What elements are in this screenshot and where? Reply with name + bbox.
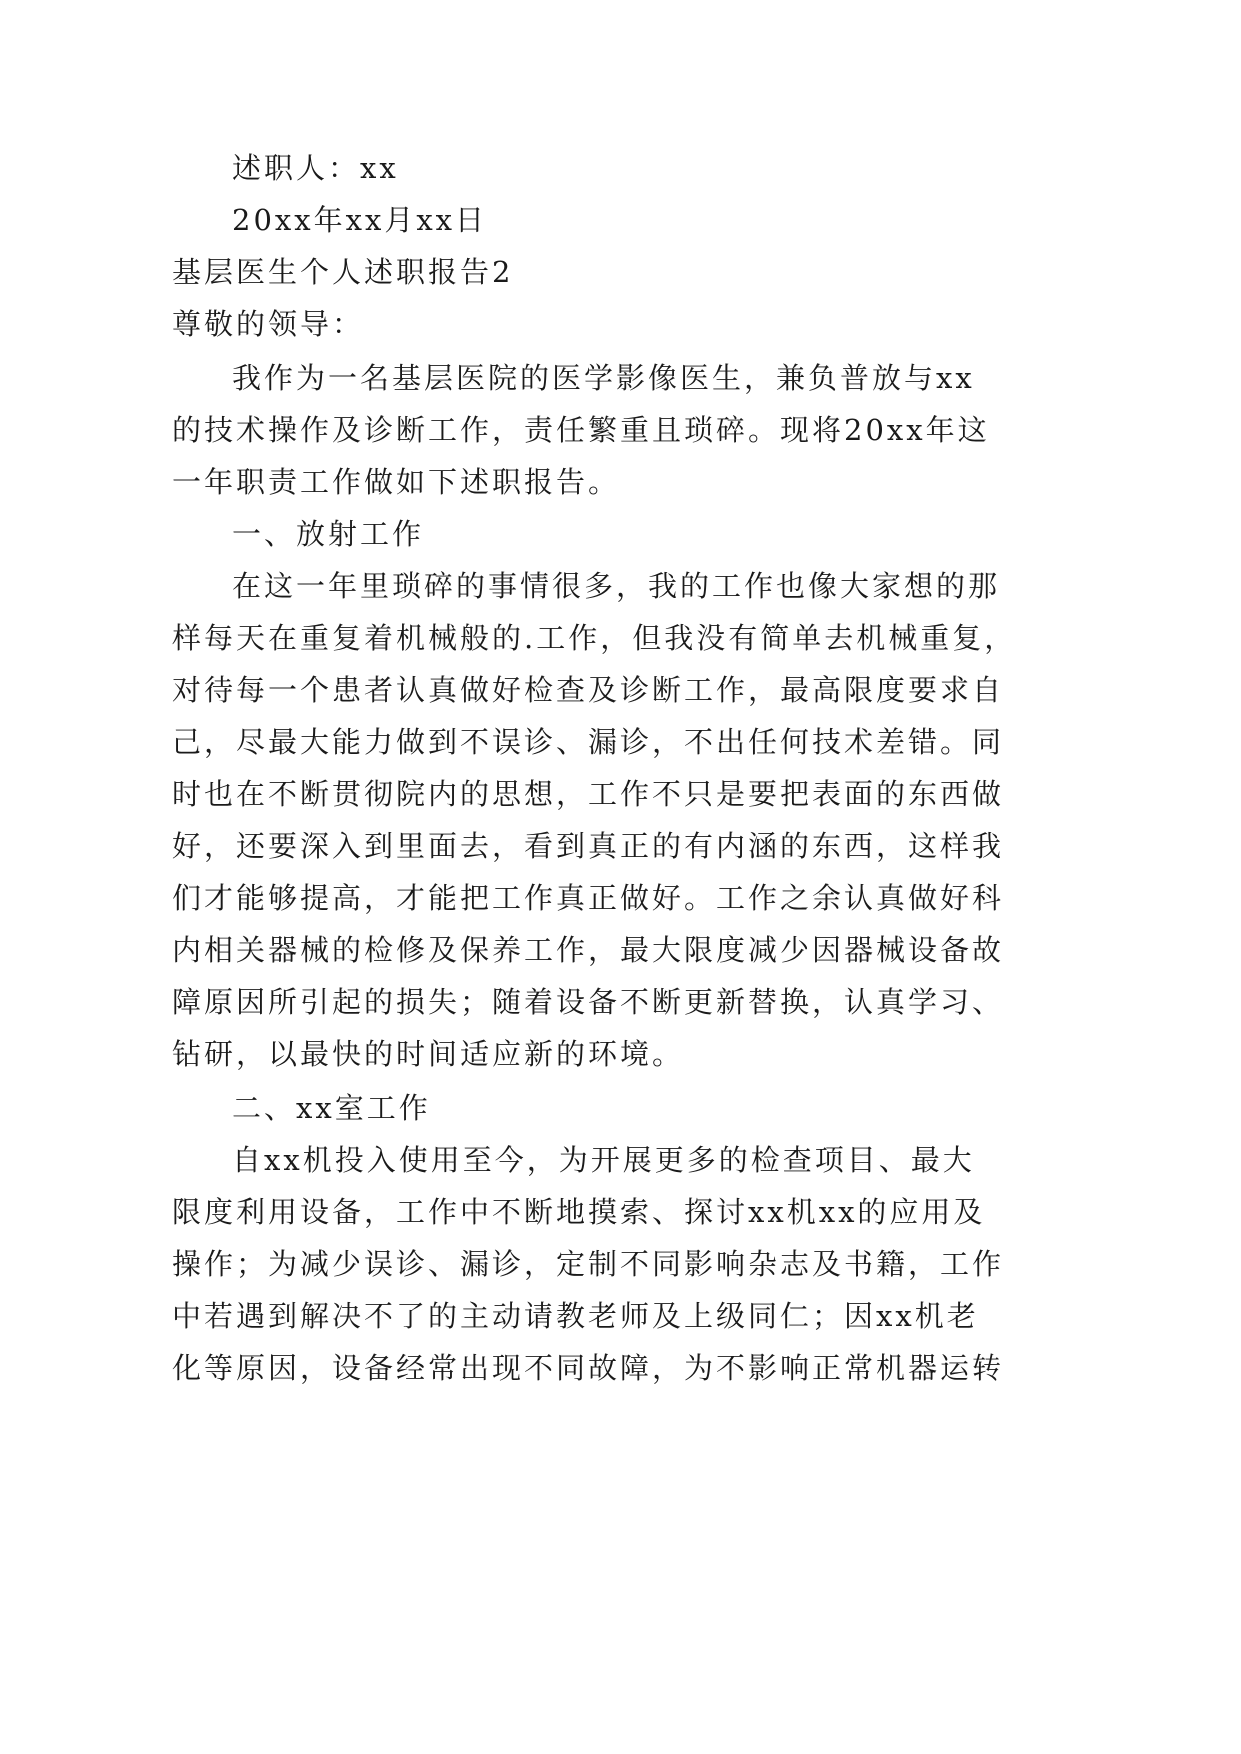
paragraph-line: 己，尽最大能力做到不误诊、漏诊，不出任何技术差错。同 bbox=[172, 725, 1005, 759]
salutation: 尊敬的领导： bbox=[172, 307, 365, 341]
report-date: 20xx年xx月xx日 bbox=[232, 203, 488, 237]
section-heading-radiology: 一、放射工作 bbox=[232, 517, 425, 551]
paragraph-line: 时也在不断贯彻院内的思想，工作不只是要把表面的东西做 bbox=[172, 777, 1005, 811]
intro-line: 一年职责工作做如下述职报告。 bbox=[172, 465, 621, 499]
intro-line: 我作为一名基层医院的医学影像医生，兼负普放与xx bbox=[232, 361, 975, 395]
paragraph-line: 自xx机投入使用至今，为开展更多的检查项目、最大 bbox=[232, 1143, 975, 1177]
paragraph-line: 好，还要深入到里面去，看到真正的有内涵的东西，这样我 bbox=[172, 829, 1005, 863]
paragraph-line: 钻研，以最快的时间适应新的环境。 bbox=[172, 1037, 685, 1071]
intro-line: 的技术操作及诊断工作，责任繁重且琐碎。现将20xx年这 bbox=[172, 413, 990, 447]
paragraph-line: 障原因所引起的损失；随着设备不断更新替换，认真学习、 bbox=[172, 985, 1005, 1019]
paragraph-line: 内相关器械的检修及保养工作，最大限度减少因器械设备故 bbox=[172, 933, 1005, 967]
report-title: 基层医生个人述职报告2 bbox=[172, 255, 514, 289]
reporter-line: 述职人：xx bbox=[232, 151, 399, 185]
paragraph-line: 限度利用设备，工作中不断地摸索、探讨xx机xx的应用及 bbox=[172, 1195, 986, 1229]
paragraph-line: 在这一年里琐碎的事情很多，我的工作也像大家想的那 bbox=[232, 569, 1001, 603]
paragraph-line: 操作；为减少误诊、漏诊，定制不同影响杂志及书籍，工作 bbox=[172, 1247, 1005, 1281]
paragraph-line: 对待每一个患者认真做好检查及诊断工作，最高限度要求自 bbox=[172, 673, 1005, 707]
paragraph-line: 们才能够提高，才能把工作真正做好。工作之余认真做好科 bbox=[172, 881, 1005, 915]
paragraph-line: 样每天在重复着机械般的.工作，但我没有简单去机械重复， bbox=[172, 621, 1017, 655]
section-heading-xx-room: 二、xx室工作 bbox=[232, 1091, 431, 1125]
paragraph-line: 化等原因，设备经常出现不同故障，为不影响正常机器运转 bbox=[172, 1351, 1005, 1385]
paragraph-line: 中若遇到解决不了的主动请教老师及上级同仁；因xx机老 bbox=[172, 1299, 979, 1333]
